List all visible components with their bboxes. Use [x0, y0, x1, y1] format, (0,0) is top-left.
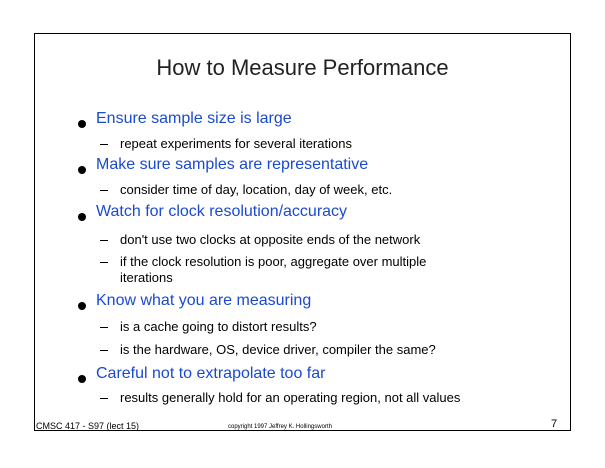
footer-course: CMSC 417 - S97 (lect 15)	[36, 421, 140, 431]
bullet-3: Watch for clock resolution/accuracy	[96, 203, 348, 220]
bullet-dot	[78, 120, 86, 128]
bullet-5-sub-1: results generally hold for an operating region, not all values	[120, 390, 461, 405]
bullet-2-sub-1: consider time of day, location, day of week, etc.	[120, 182, 393, 197]
page-number: 7	[551, 418, 558, 430]
bullet-3-sub-2-cont: iterations	[120, 270, 173, 285]
sub-dash	[100, 327, 108, 328]
sub-dash	[100, 350, 108, 351]
bullet-4: Know what you are measuring	[96, 292, 312, 309]
bullet-4-sub-2: is the hardware, OS, device driver, compiler the same?	[120, 342, 436, 357]
bullet-1-sub-1: repeat experiments for several iterations	[120, 136, 352, 151]
bullet-2: Make sure samples are representative	[96, 156, 369, 173]
sub-dash	[100, 240, 108, 241]
bullet-1: Ensure sample size is large	[96, 110, 292, 127]
sub-dash	[100, 190, 108, 191]
sub-dash	[100, 398, 108, 399]
bullet-5: Careful not to extrapolate too far	[96, 365, 326, 382]
sub-dash	[100, 144, 108, 145]
bullet-4-sub-1: is a cache going to distort results?	[120, 319, 317, 334]
bullet-dot	[78, 166, 86, 174]
bullet-dot	[78, 375, 86, 383]
bullet-3-sub-2: if the clock resolution is poor, aggregate over multiple	[120, 254, 427, 269]
sub-dash	[100, 262, 108, 263]
footer-copyright: copyright 1997 Jeffrey K. Hollingsworth	[228, 424, 332, 430]
slide-title: How to Measure Performance	[156, 55, 449, 80]
bullet-dot	[78, 213, 86, 221]
bullet-3-sub-1: don't use two clocks at opposite ends of the network	[120, 232, 421, 247]
bullet-dot	[78, 302, 86, 310]
